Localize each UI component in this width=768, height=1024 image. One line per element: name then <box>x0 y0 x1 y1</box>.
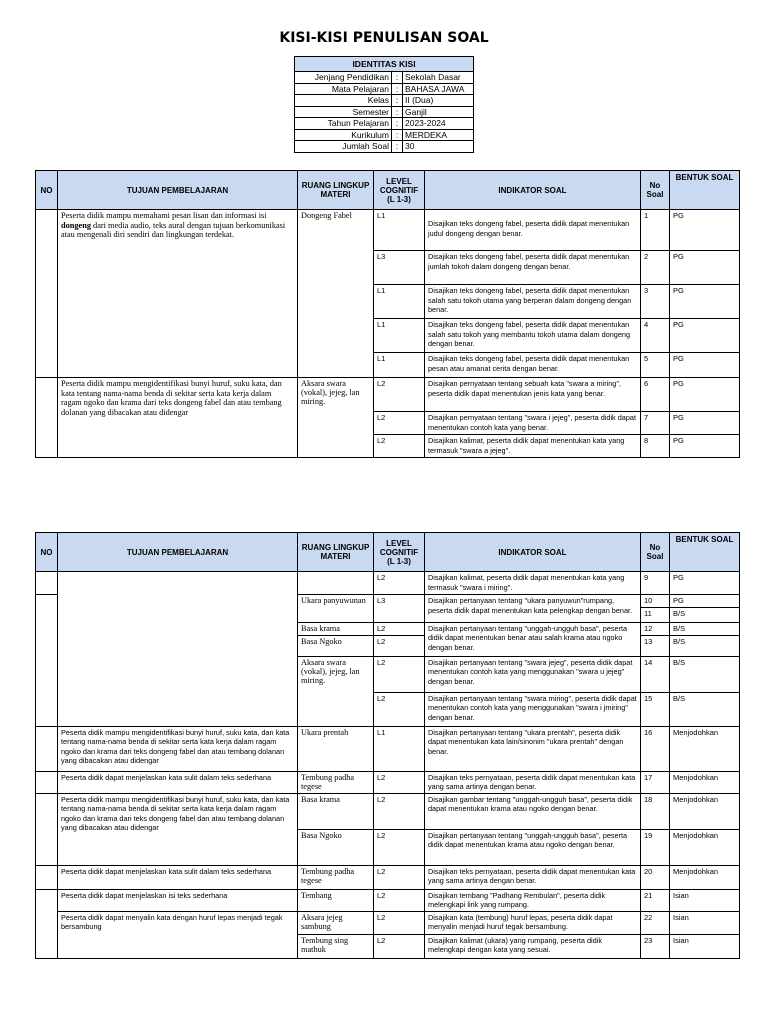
header-indikator: INDIKATOR SOAL <box>425 171 641 210</box>
no-soal-cell: 2 <box>641 251 670 285</box>
table-row <box>36 572 740 595</box>
bentuk-cell: Menjodohkan <box>670 865 740 889</box>
row-number <box>36 210 58 378</box>
row-number <box>36 595 58 727</box>
tujuan-text: Peserta didik mampu mengidentifikasi bunyi huruf, suku kata, dan kata tentang nama-nama benda di sekitar serta kata kerja dalam ragam ngoko dan krama dari teks dongeng fabel dan atau tembang dolanan yang dibacakan atau didengar <box>58 378 298 458</box>
identity-separator: : <box>392 106 403 118</box>
identity-value: 30 <box>403 141 474 153</box>
ruang-lingkup: Aksara swara (vokal), jejeg, lan miring. <box>298 378 374 458</box>
header-indikator: INDIKATOR SOAL <box>425 533 641 572</box>
no-soal-cell: 5 <box>641 353 670 378</box>
bentuk-cell: Menjodohkan <box>670 793 740 829</box>
indikator-cell: Disajikan pernyataan tentang "swara i jejeg", peserta didik dapat menentukan contoh kata yang benar. <box>425 412 641 435</box>
identity-separator: : <box>392 72 403 84</box>
identity-value: BAHASA JAWA <box>403 83 474 95</box>
level-cell: L2 <box>374 635 425 656</box>
header-ruang: RUANG LINGKUP MATERI <box>298 171 374 210</box>
tujuan-text: Peserta didik dapat menjelaskan isi teks sederhana <box>58 889 298 911</box>
level-cell: L2 <box>374 435 425 458</box>
row-number <box>36 378 58 458</box>
bentuk-cell: B/S <box>670 656 740 692</box>
ruang-lingkup <box>298 572 374 595</box>
level-cell: L1 <box>374 319 425 353</box>
identity-header: IDENTITAS KISI <box>295 57 474 72</box>
bentuk-cell: Menjodohkan <box>670 829 740 865</box>
identity-label: Kelas <box>295 95 392 107</box>
indikator-cell: Disajikan pertanyaan tentang "unggah-ungguh basa", peserta didik dapat menentukan krama atau ngoko dengan benar. <box>425 829 641 865</box>
row-number <box>36 889 58 958</box>
bentuk-cell: B/S <box>670 622 740 635</box>
tujuan-text: Peserta didik mampu memahami pesan lisan dan informasi isi dongeng dari media audio, teks aural dengan tujuan berkomunikasi atau mengenali diri sendiri dan lingkungan terdekat. <box>58 210 298 378</box>
no-soal-cell: 19 <box>641 829 670 865</box>
ruang-lingkup: Basa krama <box>298 793 374 829</box>
table-row <box>36 210 740 251</box>
level-cell: L2 <box>374 412 425 435</box>
level-cell: L2 <box>374 572 425 595</box>
table-row <box>36 865 740 889</box>
no-soal-cell: 17 <box>641 771 670 793</box>
identity-table <box>294 56 474 153</box>
no-soal-cell: 14 <box>641 656 670 692</box>
no-soal-cell: 16 <box>641 726 670 771</box>
table-header-row <box>36 171 740 210</box>
header-level: LEVEL COGNITIF (L 1-3) <box>374 533 425 572</box>
identity-row <box>295 72 474 84</box>
identity-label: Tahun Pelajaran <box>295 118 392 130</box>
level-cell: L2 <box>374 911 425 934</box>
bentuk-cell: PG <box>670 595 740 608</box>
identity-separator: : <box>392 129 403 141</box>
indikator-cell: Disajikan gambar tentang "unggah-ungguh basa", peserta didik dapat menentukan krama atau ngoko dengan benar. <box>425 793 641 829</box>
bentuk-cell: PG <box>670 435 740 458</box>
level-cell: L3 <box>374 251 425 285</box>
tujuan-text: Peserta didik mampu mengidentifikasi bunyi huruf, suku kata, dan kata tentang nama-nama benda di sekitar serta kata kerja dalam ragam ngoko dan krama dari teks dongeng fabel dan atau tembang dolanan yang dibacakan atau didengar <box>58 793 298 865</box>
level-cell: L1 <box>374 210 425 251</box>
indikator-cell: Disajikan teks pernyataan, peserta didik dapat menentukan kata yang sama artinya dengan benar. <box>425 771 641 793</box>
level-cell: L1 <box>374 285 425 319</box>
ruang-lingkup: Basa Ngoko <box>298 635 374 656</box>
table-row <box>36 889 740 911</box>
no-soal-cell: 3 <box>641 285 670 319</box>
identity-value: MERDEKA <box>403 129 474 141</box>
bentuk-cell: Menjodohkan <box>670 726 740 771</box>
header-no: NO <box>36 533 58 572</box>
row-number <box>36 572 58 595</box>
header-tujuan: TUJUAN PEMBELAJARAN <box>58 533 298 572</box>
tujuan-text: Peserta didik mampu mengidentifikasi bunyi huruf, suku kata, dan kata tentang nama-nama benda di sekitar serta kata kerja dalam ragam ngoko dan krama dari teks dongeng fabel dan atau tembang dolanan yang dibacakan atau didengar <box>58 726 298 771</box>
no-soal-cell: 4 <box>641 319 670 353</box>
ruang-lingkup: Tembung sing mathuk <box>298 934 374 958</box>
indikator-cell: Disajikan kalimat (ukara) yang rumpang, peserta didik melengkapi dengan kata yang sesuai. <box>425 934 641 958</box>
bentuk-cell: PG <box>670 319 740 353</box>
level-cell: L2 <box>374 793 425 829</box>
table-header-row <box>36 533 740 572</box>
indikator-cell: Disajikan pertanyaan tentang "swara miring", peserta didik dapat menentukan contoh kata yang menggunakan "swara i jmiring" dengan benar. <box>425 692 641 726</box>
indikator-cell: Disajikan pertanyaan tentang "unggah-ungguh basa", peserta didik dapat menentukan benar atau salah krama atau ngoko dengan benar. <box>425 622 641 656</box>
no-soal-cell: 11 <box>641 607 670 622</box>
identity-label: Mata Pelajaran <box>295 83 392 95</box>
bentuk-cell: PG <box>670 412 740 435</box>
identity-separator: : <box>392 118 403 130</box>
bentuk-cell: PG <box>670 285 740 319</box>
level-cell: L1 <box>374 353 425 378</box>
ruang-lingkup: Tembang <box>298 889 374 911</box>
indikator-cell: Disajikan teks dongeng fabel, peserta didik dapat menentukan jumlah tokoh dalam dongeng dengan benar. <box>425 251 641 285</box>
indikator-cell: Disajikan teks pernyataan, peserta didik dapat menentukan kata yang sama artinya dengan benar. <box>425 865 641 889</box>
ruang-lingkup: Tembung padha tegese <box>298 771 374 793</box>
level-cell: L1 <box>374 726 425 771</box>
header-level: LEVEL COGNITIF (L 1-3) <box>374 171 425 210</box>
table-row <box>36 793 740 829</box>
identity-row <box>295 95 474 107</box>
identity-row <box>295 129 474 141</box>
indikator-cell: Disajikan pertanyaan tentang "ukara panyuwun"rumpang, peserta didik dapat menentukan kata pelengkap dengan benar. <box>425 595 641 623</box>
no-soal-cell: 12 <box>641 622 670 635</box>
identity-value: Ganjil <box>403 106 474 118</box>
ruang-lingkup: Ukara panyuwunan <box>298 595 374 623</box>
indikator-cell: Disajikan kalimat, peserta didik dapat menentukan kata yang termasuk "swara a jejeg". <box>425 435 641 458</box>
ruang-lingkup: Basa krama <box>298 622 374 635</box>
bentuk-cell: B/S <box>670 692 740 726</box>
level-cell: L2 <box>374 771 425 793</box>
bentuk-cell: PG <box>670 353 740 378</box>
level-cell: L2 <box>374 656 425 692</box>
row-number <box>36 865 58 889</box>
indikator-cell: Disajikan teks dongeng fabel, peserta didik dapat menentukan salah satu tokoh utama yang berperan dalam dongeng dengan benar. <box>425 285 641 319</box>
ruang-lingkup: Ukara prentah <box>298 726 374 771</box>
no-soal-cell: 8 <box>641 435 670 458</box>
no-soal-cell: 13 <box>641 635 670 656</box>
identity-row <box>295 141 474 153</box>
bentuk-cell: PG <box>670 378 740 412</box>
identity-row <box>295 118 474 130</box>
row-number <box>36 793 58 865</box>
header-no-soal: No Soal <box>641 533 670 572</box>
kisi-table-2 <box>35 532 740 959</box>
header-bentuk: BENTUK SOAL <box>670 171 740 210</box>
identity-label: Semester <box>295 106 392 118</box>
level-cell: L2 <box>374 622 425 635</box>
identity-value: II (Dua) <box>403 95 474 107</box>
ruang-lingkup: Dongeng Fabel <box>298 210 374 378</box>
no-soal-cell: 20 <box>641 865 670 889</box>
level-cell: L3 <box>374 595 425 623</box>
ruang-lingkup: Aksara swara (vokal), jejeg, lan miring. <box>298 656 374 726</box>
level-cell: L2 <box>374 889 425 911</box>
indikator-cell: Disajikan teks dongeng fabel, peserta didik dapat menentukan judul dongeng dengan benar. <box>425 210 641 251</box>
kisi-table-1 <box>35 170 740 458</box>
table-row <box>36 911 740 934</box>
identity-label: Jumlah Soal <box>295 141 392 153</box>
no-soal-cell: 1 <box>641 210 670 251</box>
header-tujuan: TUJUAN PEMBELAJARAN <box>58 171 298 210</box>
bentuk-cell: PG <box>670 210 740 251</box>
no-soal-cell: 23 <box>641 934 670 958</box>
identity-separator: : <box>392 83 403 95</box>
indikator-cell: Disajikan pertanyaan tentang "swara jejeg", peserta didik dapat menentukan contoh kata yang menggunakan "swara u jejeg" dengan benar. <box>425 656 641 692</box>
header-bentuk: BENTUK SOAL <box>670 533 740 572</box>
identity-row <box>295 83 474 95</box>
identity-row <box>295 106 474 118</box>
bentuk-cell: Isian <box>670 911 740 934</box>
level-cell: L2 <box>374 692 425 726</box>
bentuk-cell: B/S <box>670 635 740 656</box>
no-soal-cell: 9 <box>641 572 670 595</box>
table-row <box>36 378 740 412</box>
no-soal-cell: 22 <box>641 911 670 934</box>
no-soal-cell: 15 <box>641 692 670 726</box>
indikator-cell: Disajikan teks dongeng fabel, peserta didik dapat menentukan pesan atau amanat cerita dengan benar. <box>425 353 641 378</box>
bentuk-cell: Menjodohkan <box>670 771 740 793</box>
bentuk-cell: Isian <box>670 889 740 911</box>
header-no-soal: No Soal <box>641 171 670 210</box>
ruang-lingkup: Tembung padha tegese <box>298 865 374 889</box>
no-soal-cell: 10 <box>641 595 670 608</box>
indikator-cell: Disajikan kata (tembung) huruf lepas, peserta didik dapat menyalin menjadi huruf tegak bersambung. <box>425 911 641 934</box>
level-cell: L2 <box>374 934 425 958</box>
bentuk-cell: Isian <box>670 934 740 958</box>
bentuk-cell: PG <box>670 251 740 285</box>
no-soal-cell: 18 <box>641 793 670 829</box>
no-soal-cell: 7 <box>641 412 670 435</box>
identity-value: 2023-2024 <box>403 118 474 130</box>
page-title: KISI-KISI PENULISAN SOAL <box>279 30 489 46</box>
no-soal-cell: 6 <box>641 378 670 412</box>
indikator-cell: Disajikan pertanyaan tentang "ukara prentah", peserta didik dapat menentukan kata lain/sinonim "ukara prentah" dengan benar. <box>425 726 641 771</box>
tujuan-text: Peserta didik dapat menjelaskan kata sulit dalam teks sederhana <box>58 865 298 889</box>
indikator-cell: Disajikan kalimat, peserta didik dapat menentukan kata yang termasuk "swara i miring". <box>425 572 641 595</box>
tujuan-text: Peserta didik dapat menjelaskan kata sulit dalam teks sederhana <box>58 771 298 793</box>
identity-label: Jenjang Pendidikan <box>295 72 392 84</box>
ruang-lingkup: Aksara jejeg sambung <box>298 911 374 934</box>
row-number <box>36 771 58 793</box>
level-cell: L2 <box>374 865 425 889</box>
bentuk-cell: B/S <box>670 607 740 622</box>
identity-separator: : <box>392 141 403 153</box>
level-cell: L2 <box>374 378 425 412</box>
ruang-lingkup: Basa Ngoko <box>298 829 374 865</box>
tujuan-text <box>58 572 298 727</box>
table-row <box>36 726 740 771</box>
table-row <box>36 771 740 793</box>
header-ruang: RUANG LINGKUP MATERI <box>298 533 374 572</box>
indikator-cell: Disajikan tembang "Padhang Rembulan", peserta didik melengkapi lirik yang rumpang. <box>425 889 641 911</box>
identity-value: Sekolah Dasar <box>403 72 474 84</box>
tujuan-text: Peserta didik dapat menyalin kata dengan huruf lepas menjadi tegak bersambung <box>58 911 298 958</box>
level-cell: L2 <box>374 829 425 865</box>
row-number <box>36 726 58 771</box>
indikator-cell: Disajikan teks dongeng fabel, peserta didik dapat menentukan salah satu tokoh yang membantu tokoh utama dalam dongeng dengan benar. <box>425 319 641 353</box>
header-no: NO <box>36 171 58 210</box>
identity-label: Kurikulum <box>295 129 392 141</box>
indikator-cell: Disajikan pernyataan tentang sebuah kata "swara a miring", peserta didik dapat menentukan jenis kata yang benar. <box>425 378 641 412</box>
bentuk-cell: PG <box>670 572 740 595</box>
no-soal-cell: 21 <box>641 889 670 911</box>
identity-separator: : <box>392 95 403 107</box>
